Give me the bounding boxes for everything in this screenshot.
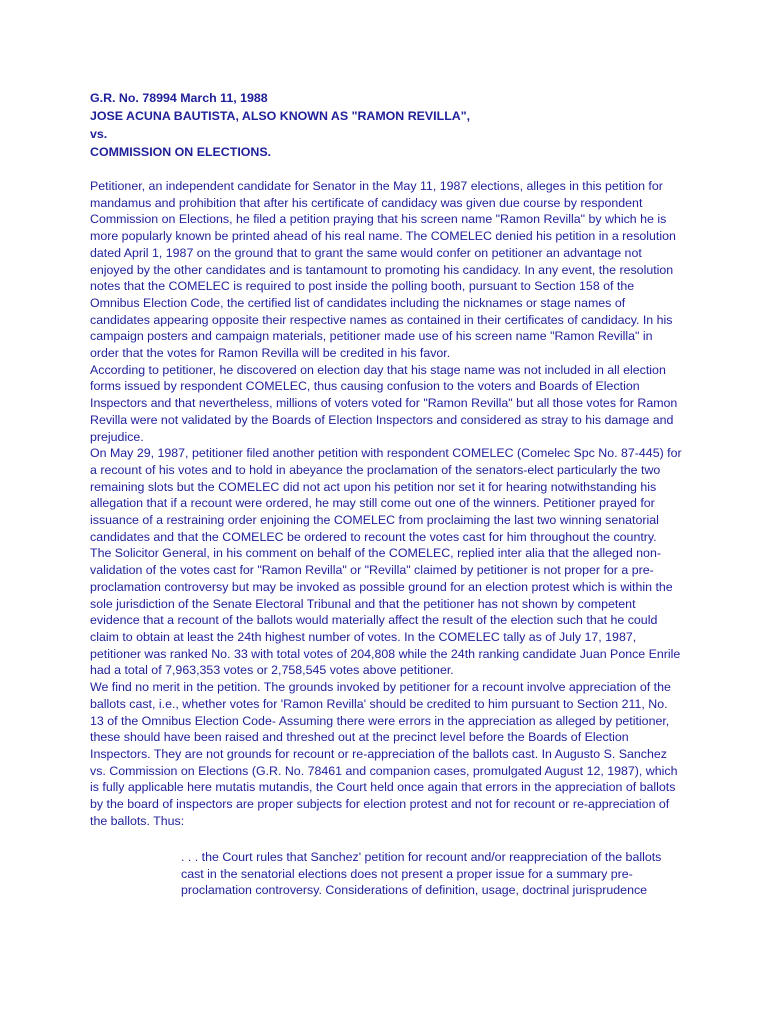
paragraph-ruling: We find no merit in the petition. The grounds invoked by petitioner for a recount involve appreciation of the ballots cast, i.e., whether votes for 'Ramon Revilla' should be credited to him pursuant to Section 211, No. 13 of the Omnibus Election Code- Assuming there were errors in the appreciation as alleged by petitioner, these should have been raised and threshed out at the precinct level before the Boards of Election Inspectors. They are not grounds for recount or re-appreciation of the ballots cast. In Augusto S. Sanchez vs. Commission on Elections (G.R. No. 78461 and companion cases, promulgated August 12, 1987), which is fully applicable here mutatis mutandis, the Court held once again that errors in the appreciation of ballots by the board of inspectors are proper subjects for election protest and not for recount or re-appreciation of the ballots. Thus: — [90, 680, 678, 828]
case-citation: G.R. No. 78994 March 11, 1988 — [90, 91, 268, 105]
paragraph-solicitor-general: The Solicitor General, in his comment on behalf of the COMELEC, replied inter alia that the alleged non-validation of the votes cast for "Ramon Revilla" or "Revilla" claimed by petitioner is not proper for a pre-proclamation controversy but may be invoked as possible ground for an election protest which is within the sole jurisdiction of the Senate Electoral Tribunal and that the petitioner has not shown by competent evidence that a recount of the ballots would materially affect the result of the election such that he could claim to obtain at least the 24th highest number of votes. In the COMELEC tally as of July 17, 1987, petitioner was ranked No. 33 with total votes of 204,808 while the 24th ranking candidate Juan Ponce Enrile had a total of 7,963,353 votes or 2,758,545 votes above petitioner. — [90, 546, 681, 678]
paragraph-petitioner-claim: According to petitioner, he discovered on election day that his stage name was not included in all election forms issued by respondent COMELEC, thus causing confusion to the voters and Boards of Election Inspectors and that nevertheless, millions of voters voted for "Ramon Revilla" but all those votes for Ramon Revilla were not validated by the Boards of Election Inspectors and considered as stray to his damage and prejudice. — [90, 362, 678, 444]
respondent-name: COMMISSION ON ELECTIONS. — [90, 145, 272, 159]
paragraph-recount-petition: On May 29, 1987, petitioner filed another petition with respondent COMELEC (Comelec Spc No. 87-445) for a recount of his votes and to hold in abeyance the proclamation of the senators-elect particularly the two remaining slots but the COMELEC did not act upon his petition nor set it for hearing notwithstanding his allegation that if a recount were ordered, he may still come out one of the winners. Petitioner prayed for issuance of a restraining order enjoining the COMELEC from proclaiming the last two winning senatorial candidates and that the COMELEC be ordered to recount the votes cast for him throughout the country. — [90, 446, 682, 544]
petitioner-name: JOSE ACUNA BAUTISTA, ALSO KNOWN AS "RAMON REVILLA", — [90, 109, 471, 123]
block-quote: . . . the Court rules that Sanchez' petition for recount and/or reappreciation of the ballots cast in the senatorial elections does not present a proper issue for a summary pre-proclamation controversy. Considerations of definition, usage, doctrinal jurisprudence — [181, 850, 662, 898]
versus-label: vs. — [90, 127, 108, 141]
section-gap — [90, 161, 682, 178]
paragraph-facts: Petitioner, an independent candidate for Senator in the May 11, 1987 elections, alleges in this petition for mandamus and prohibition that after his certificate of candidacy was given due course by respondent Commission on Elections, he filed a petition praying that his screen name "Ramon Revilla" by which he is more popularly known be printed ahead of his real name. The COMELEC denied his petition in a resolution dated April 1, 1987 on the ground that to grant the same would confer on petitioner an advantage not enjoyed by the other candidates and is tantamount to promoting his candidacy. In any event, the resolution notes that the COMELEC is required to post inside the polling booth, pursuant to Section 158 of the Omnibus Election Code, the certified list of candidates including the nicknames or stage names of candidates appearing opposite their respective names as contained in their certificates of candidacy. In his campaign posters and campaign materials, petitioner made use of his screen name "Ramon Revilla" in order that the votes for Ramon Revilla will be credited in his favor. — [90, 179, 676, 361]
document-page — [90, 89, 682, 829]
